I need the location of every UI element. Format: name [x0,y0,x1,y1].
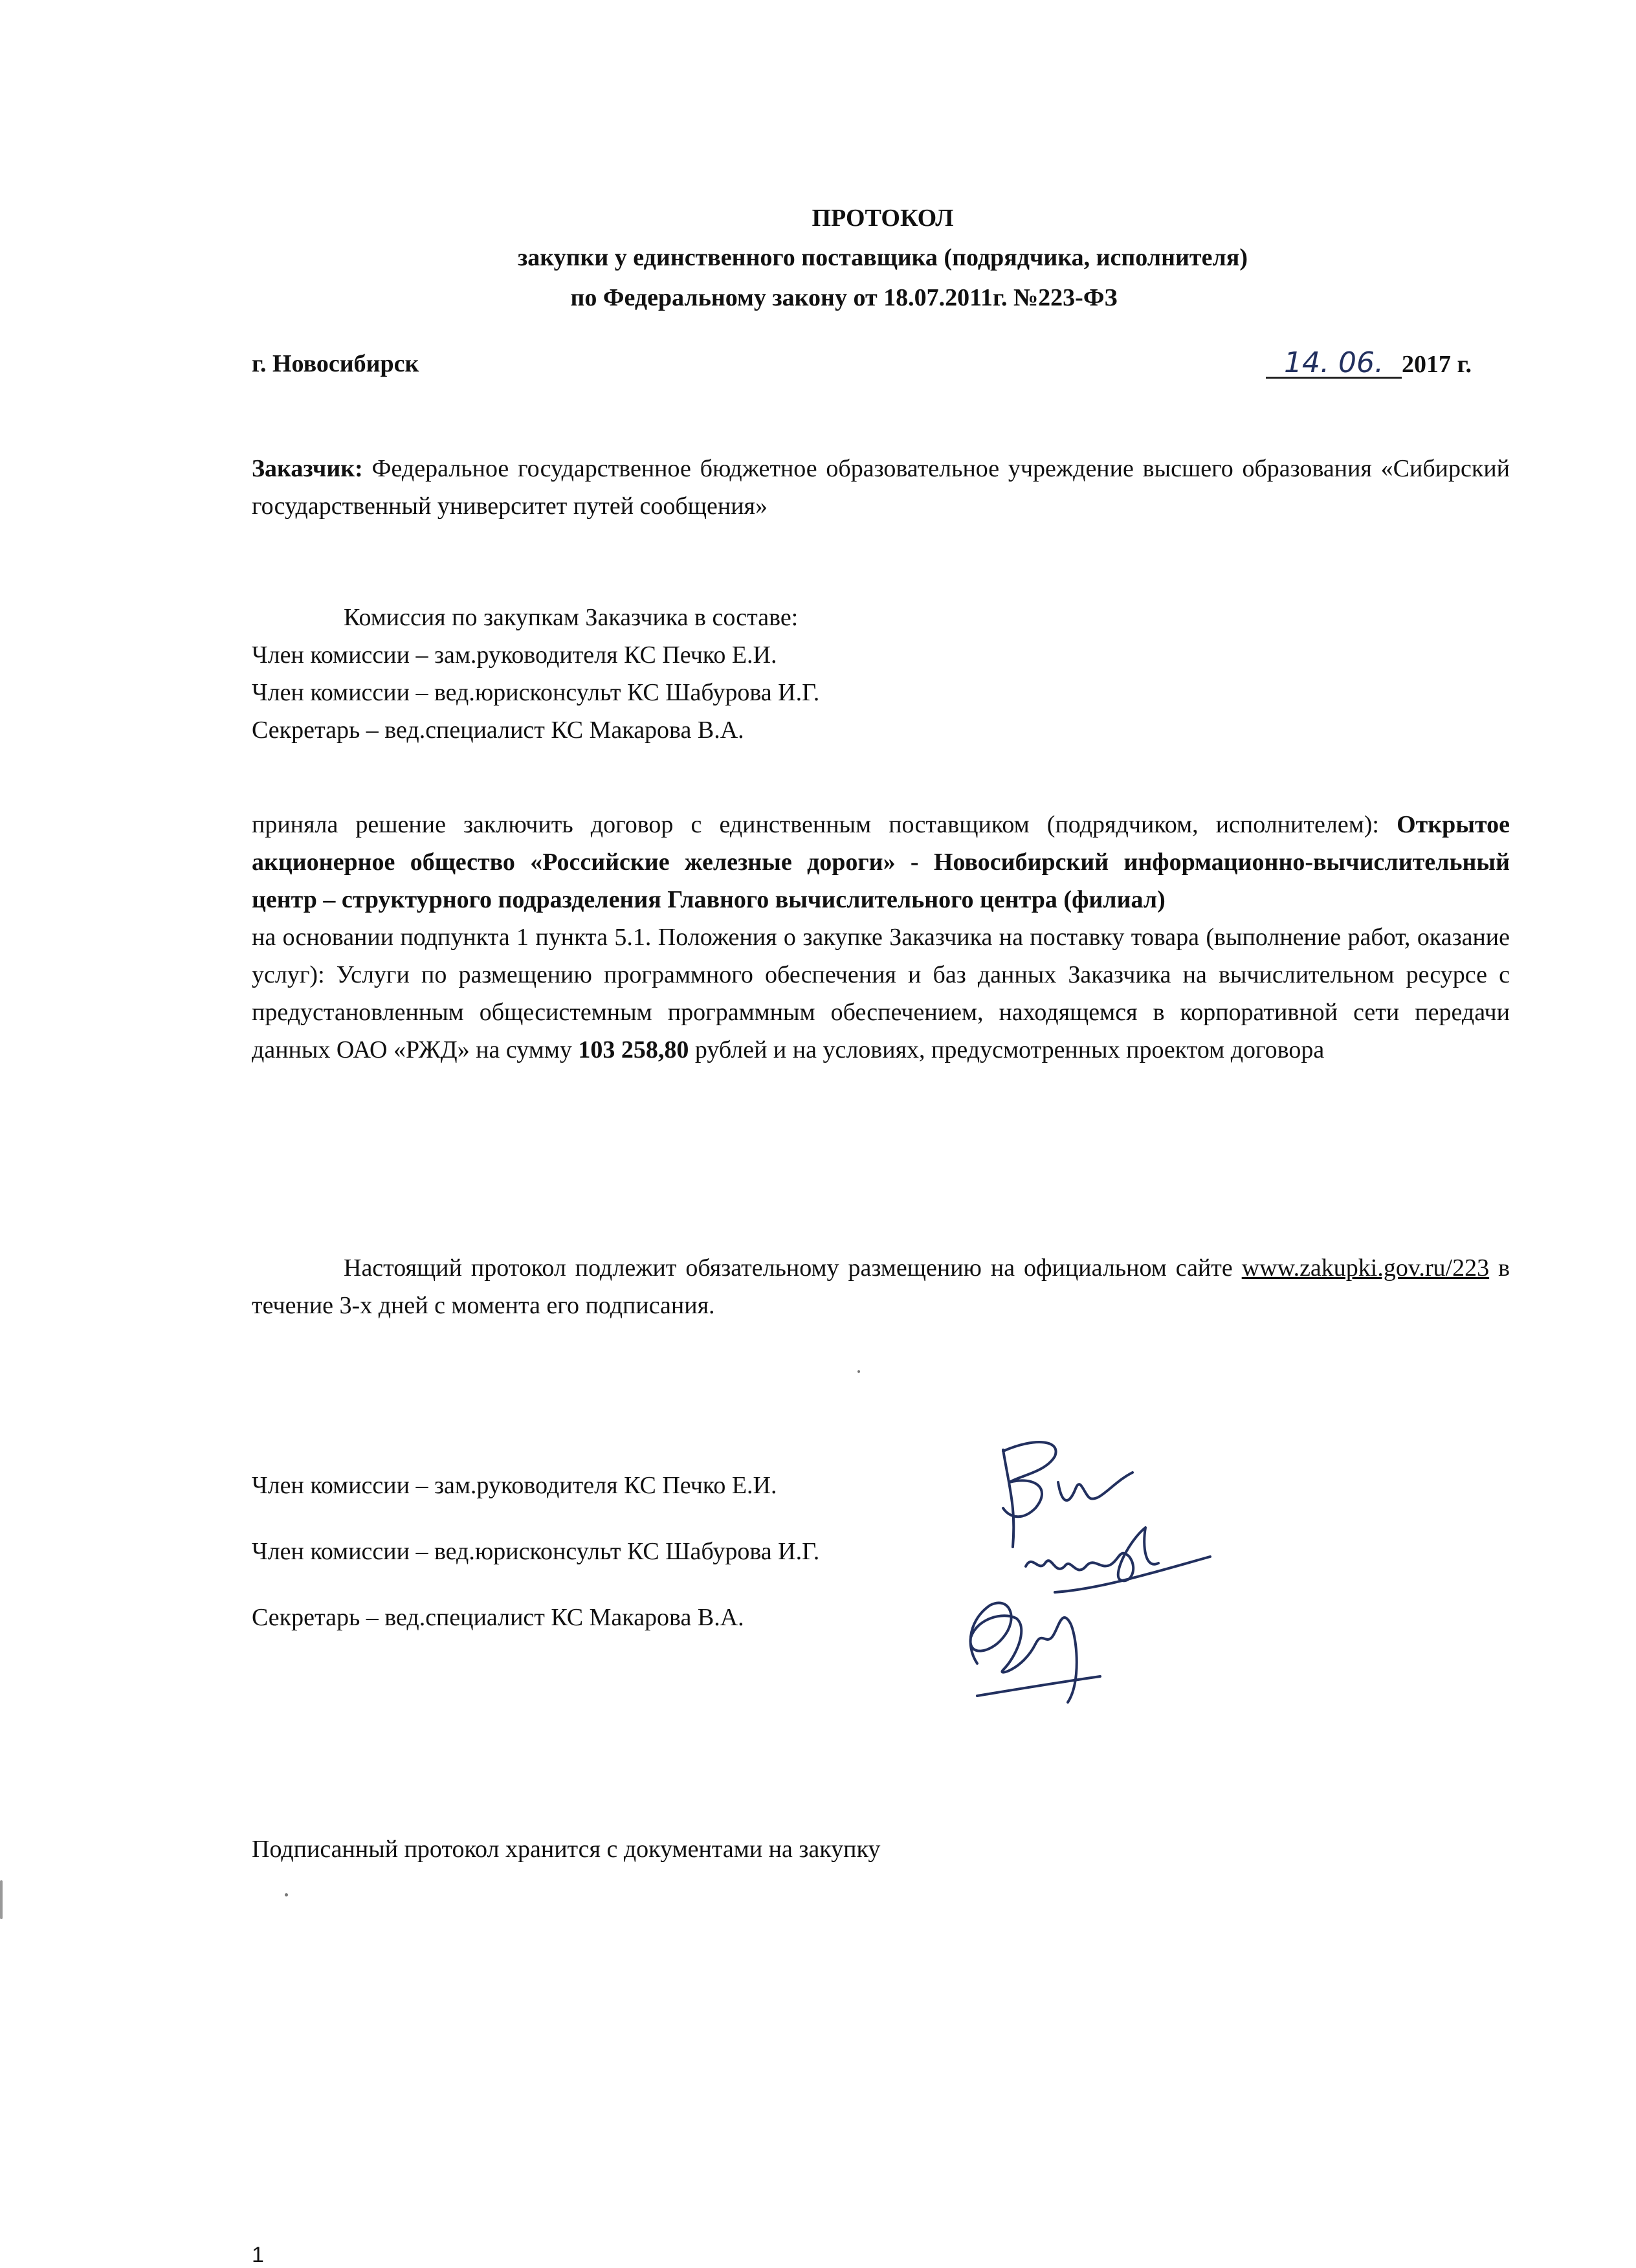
document-subtitle: закупки у единственного поставщика (подрядчика, исполнителя) [518,244,1248,271]
scan-speck [857,1370,860,1373]
commission-secretary: Секретарь – вед.специалист КС Макарова В.А. [252,717,744,744]
procurement-site-link[interactable]: www.zakupki.gov.ru/223 [1241,1254,1490,1282]
handwritten-signatures [906,1411,1268,1709]
signature-makarova [971,1603,1100,1702]
decision-basis: на основании подпункта 1 пункта 5.1. Положения о закупке Заказчика на поставку товара (выполнение работ, оказание услуг): Услуги по размещению программного обеспечения и баз данных Заказчика на вычислительном ресурсе с предустановленным общесистемным программным обеспечением, находящемся в корпоративной сети передачи данных ОАО «РЖД» на сумму [252,924,1510,1063]
contract-amount: 103 258,80 [578,1036,689,1063]
commission-intro: Комиссия по закупкам Заказчика в составе: [344,604,799,631]
scan-artifact [0,1880,3,1919]
document-date [1266,346,1472,379]
signatory-line: Член комиссии – вед.юрисконсульт КС Шабурова И.Г. [252,1538,820,1565]
storage-note: Подписанный протокол хранится с документами на закупку [252,1836,881,1863]
handwritten-date: 14. 06. [1266,350,1402,379]
notice-text: Настоящий протокол подлежит обязательному размещению на официальном сайте [344,1254,1233,1282]
supplier-name: Открытое акционерное общество «Российские железные дороги» - Новосибирский информационно-вычислительный центр – структурного подразделения Главного вычислительного центра (филиал) [252,811,1510,913]
document-title: ПРОТОКОЛ [812,205,954,232]
signature-pechko [1003,1442,1133,1547]
signatory-line: Член комиссии – зам.руководителя КС Печко Е.И. [252,1472,777,1499]
customer-block [252,450,1510,525]
page-number: 1 [252,2243,264,2267]
commission-member: Член комиссии – зам.руководителя КС Печко Е.И. [252,641,777,669]
commission-block [252,599,1510,749]
law-reference: по Федеральному закону от 18.07.2011г. №223-ФЗ [570,284,1118,311]
scan-speck [285,1893,288,1896]
customer-text: Федеральное государственное бюджетное образовательное учреждение высшего образования «Сибирский государственный университет путей сообщения» [252,455,1510,520]
signature-shaburova [1026,1528,1210,1592]
decision-tail: рублей и на условиях, предусмотренных проектом договора [694,1036,1325,1063]
customer-label: Заказчик: [252,455,363,482]
commission-member: Член комиссии – вед.юрисконсульт КС Шабурова И.Г. [252,679,820,706]
decision-lead: приняла решение заключить договор с единственным поставщиком (подрядчиком, исполнителем): [252,811,1379,838]
signatory-line: Секретарь – вед.специалист КС Макарова В.А. [252,1604,744,1631]
date-year: 2017 г. [1402,351,1472,378]
publication-notice [252,1249,1510,1324]
decision-block [252,806,1510,1069]
notice-text-end: в течение 3-х дней с момента его подписания. [252,1254,1510,1319]
place: г. Новосибирск [252,350,419,377]
